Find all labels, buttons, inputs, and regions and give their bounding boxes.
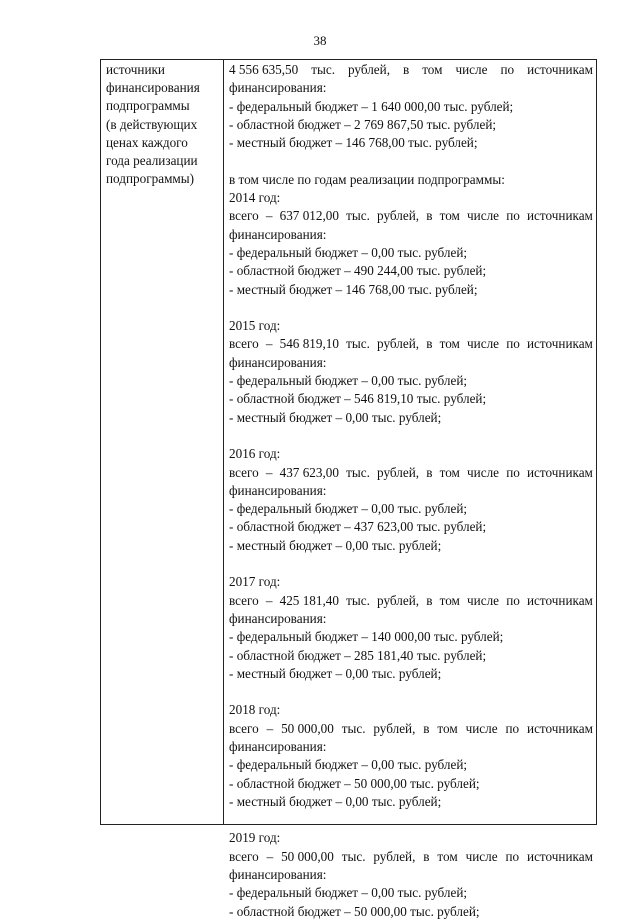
budget-item: - местный бюджет – 0,00 тыс. рублей;: [229, 793, 442, 809]
paragraph-gap: [229, 683, 593, 701]
word: рублей,: [377, 464, 420, 480]
paragraph-gap: [229, 152, 593, 170]
year-continuation: финансирования:: [229, 482, 327, 498]
year-heading: 2014 год:: [229, 190, 281, 206]
word: числе: [467, 208, 500, 224]
word: всего: [229, 464, 259, 480]
word: источникам: [527, 62, 593, 77]
total-continuation: финансирования:: [229, 80, 327, 96]
word: источникам: [527, 336, 593, 352]
word: по: [506, 208, 520, 224]
word: 425 181,40: [279, 592, 339, 608]
word: 4 556 635,50: [229, 62, 299, 77]
budget-item: - областной бюджет – 490 244,00 тыс. рублей;: [229, 263, 487, 279]
word: тыс.: [341, 720, 366, 736]
word: тыс.: [341, 848, 366, 864]
budget-item: - местный бюджет – 0,00 тыс. рублей;: [229, 537, 442, 553]
word: числе: [467, 464, 500, 480]
year-continuation: финансирования:: [229, 738, 327, 754]
word: том: [437, 848, 458, 864]
word: всего: [229, 720, 259, 736]
word: в: [426, 592, 433, 608]
word: источникам: [527, 720, 593, 736]
word: по: [505, 720, 520, 736]
word: том: [439, 464, 460, 480]
budget-item: - федеральный бюджет – 0,00 тыс. рублей;: [229, 244, 468, 260]
word: рублей,: [373, 848, 416, 864]
word: числе: [467, 336, 500, 352]
word: 437 623,00: [279, 464, 339, 480]
word: источникам: [527, 464, 593, 480]
year-total-line: [229, 592, 593, 610]
page-number: 38: [313, 33, 327, 48]
word: по: [506, 592, 520, 608]
left-cell-label: [106, 61, 218, 188]
paragraph-gap: [229, 811, 593, 829]
by-years-intro: в том числе по годам реализации подпрограммы:: [229, 171, 505, 187]
word: источникам: [527, 592, 593, 608]
word: всего: [229, 208, 259, 224]
paragraph-gap: [229, 427, 593, 445]
year-continuation: финансирования:: [229, 354, 327, 370]
word: по: [500, 62, 515, 77]
year-heading: 2019 год:: [229, 830, 281, 846]
word: числе: [465, 720, 498, 736]
budget-item: - федеральный бюджет – 1 640 000,00 тыс. рублей;: [229, 98, 514, 114]
year-total-line: [229, 207, 593, 225]
word: том: [439, 592, 460, 608]
word: тыс.: [311, 62, 335, 77]
word: в: [426, 208, 433, 224]
word: том: [439, 336, 460, 352]
year-continuation: финансирования:: [229, 226, 327, 242]
word: –: [265, 208, 273, 224]
word: по: [506, 464, 520, 480]
word: по: [506, 336, 520, 352]
paragraph-gap: [229, 299, 593, 317]
word: источникам: [527, 848, 593, 864]
budget-item: - федеральный бюджет – 0,00 тыс. рублей;: [229, 501, 468, 517]
left-cell-line: подпрограммы: [106, 98, 190, 114]
word: в: [426, 464, 433, 480]
word: рублей,: [377, 336, 420, 352]
left-cell-line: (в действующих: [106, 116, 198, 132]
word: –: [266, 848, 274, 864]
word: рублей,: [377, 592, 420, 608]
word: –: [265, 336, 273, 352]
year-total-line: [229, 464, 593, 482]
word: 50 000,00: [281, 720, 334, 736]
word: –: [265, 464, 273, 480]
budget-item: - областной бюджет – 546 819,10 тыс. рублей;: [229, 391, 487, 407]
year-continuation: финансирования:: [229, 867, 327, 883]
budget-item: - областной бюджет – 437 623,00 тыс. рублей;: [229, 519, 487, 535]
word: всего: [229, 848, 259, 864]
word: числе: [465, 848, 498, 864]
budget-item: - федеральный бюджет – 0,00 тыс. рублей;: [229, 885, 468, 901]
word: в: [423, 720, 430, 736]
year-heading: 2016 год:: [229, 446, 281, 462]
word: рублей,: [347, 62, 390, 77]
word: том: [422, 62, 443, 77]
word: том: [439, 208, 460, 224]
word: в: [423, 848, 430, 864]
word: в: [426, 336, 433, 352]
left-cell-line: финансирования: [106, 80, 200, 96]
word: –: [266, 720, 274, 736]
word: источникам: [527, 208, 593, 224]
word: по: [505, 848, 520, 864]
year-heading: 2017 год:: [229, 574, 281, 590]
column-divider: [223, 60, 224, 824]
word: 637 012,00: [279, 208, 339, 224]
budget-item: - местный бюджет – 0,00 тыс. рублей;: [229, 665, 442, 681]
left-cell-line: ценах каждого: [106, 134, 188, 150]
word: числе: [455, 62, 488, 77]
word: тыс.: [346, 592, 370, 608]
budget-item: - местный бюджет – 146 768,00 тыс. рублей;: [229, 281, 478, 297]
word: всего: [229, 336, 259, 352]
budget-item: - местный бюджет – 146 768,00 тыс. рублей;: [229, 135, 478, 151]
word: рублей,: [373, 720, 416, 736]
word: –: [265, 592, 273, 608]
year-heading: 2018 год:: [229, 702, 281, 718]
budget-item: - областной бюджет – 50 000,00 тыс. рублей;: [229, 903, 480, 919]
budget-item: - областной бюджет – 2 769 867,50 тыс. рублей;: [229, 116, 497, 132]
budget-item: - областной бюджет – 50 000,00 тыс. рублей;: [229, 775, 480, 791]
word: тыс.: [346, 336, 370, 352]
year-total-line: [229, 848, 593, 866]
year-heading: 2015 год:: [229, 318, 281, 334]
budget-item: - местный бюджет – 0,00 тыс. рублей;: [229, 409, 442, 425]
left-cell-line: источники: [106, 62, 165, 77]
word: 50 000,00: [281, 848, 334, 864]
left-cell-line: подпрограммы): [106, 171, 195, 187]
budget-item: - федеральный бюджет – 0,00 тыс. рублей;: [229, 757, 468, 773]
word: тыс.: [346, 464, 370, 480]
financing-table: [100, 59, 597, 919]
year-total-line: [229, 720, 593, 738]
word: числе: [467, 592, 500, 608]
year-total-line: [229, 335, 593, 353]
right-cell-content: [229, 61, 593, 921]
word: тыс.: [346, 208, 370, 224]
budget-item: - федеральный бюджет – 140 000,00 тыс. рублей;: [229, 629, 504, 645]
budget-item: - федеральный бюджет – 0,00 тыс. рублей;: [229, 373, 468, 389]
paragraph-gap: [229, 555, 593, 573]
left-cell-line: года реализации: [106, 153, 198, 169]
word: рублей,: [377, 208, 420, 224]
word: том: [437, 720, 458, 736]
word: всего: [229, 592, 259, 608]
word: 546 819,10: [279, 336, 339, 352]
year-continuation: финансирования:: [229, 610, 327, 626]
total-line: [229, 61, 593, 79]
budget-item: - областной бюджет – 285 181,40 тыс. рублей;: [229, 647, 487, 663]
word: в: [402, 62, 410, 77]
